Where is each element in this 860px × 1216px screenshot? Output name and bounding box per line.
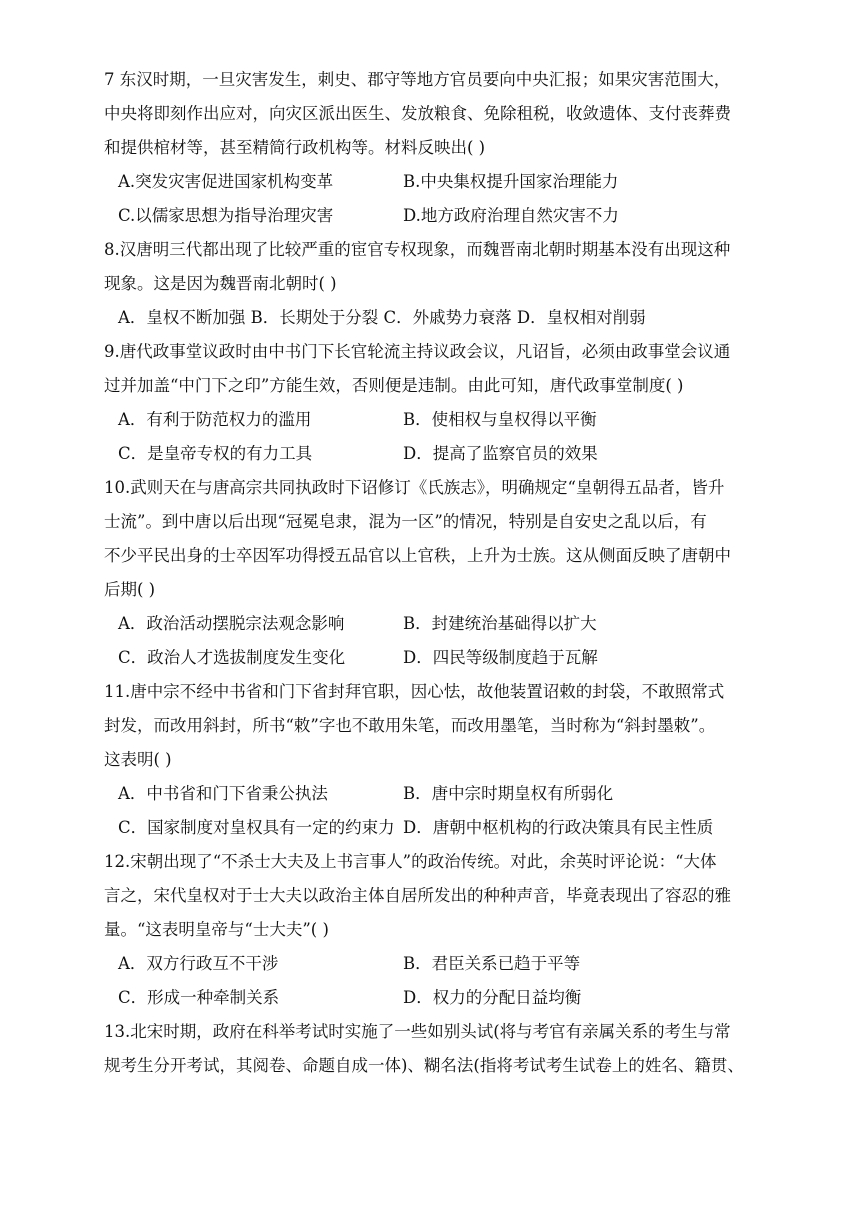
question-10-option-c: C．政治人才选拔制度发生变化 (118, 648, 346, 667)
question-10-option-d: D．四民等级制度趋于瓦解 (403, 648, 598, 667)
question-10-line-4: 后期( ) (104, 580, 156, 599)
question-13-line-1: 13.北宋时期，政府在科举考试时实施了一些如别头试(将与考官有亲属关系的考生与常 (104, 1022, 731, 1041)
question-7-option-d: D.地方政府治理自然灾害不力 (403, 206, 619, 225)
question-7-option-c: C.以儒家思想为指导治理灾害 (118, 206, 334, 225)
question-11-line-1: 11.唐中宗不经中书省和门下省封拜官职，因心怯，故他装置诏敕的封袋，不敢照常式 (104, 682, 725, 701)
question-7-line-1: 7 东汉时期，一旦灾害发生，刺史、郡守等地方官员要向中央汇报；如果灾害范围大， (104, 70, 731, 89)
question-11-line-3: 这表明( ) (104, 750, 172, 769)
question-7-line-2: 中央将即刻作出应对，向灾区派出医生、发放粮食、免除租税，收敛遗体、支付丧葬费 (104, 104, 731, 123)
question-9-option-c: C．是皇帝专权的有力工具 (118, 444, 313, 463)
question-12-line-3: 量。“这表明皇帝与“士大夫”( ) (104, 920, 329, 939)
question-12-option-a: A．双方行政互不干涉 (118, 954, 279, 973)
question-7-option-a: A.突发灾害促进国家机构变革 (118, 172, 334, 191)
question-10-line-2: 士流”。到中唐以后出现“冠冕皂隶，混为一区”的情况，特别是自安史之乱以后，有 (104, 512, 707, 531)
question-12-option-c: C．形成一种牵制关系 (118, 988, 280, 1007)
question-9-line-2: 过并加盖“中门下之印”方能生效，否则便是违制。由此可知，唐代政事堂制度( ) (104, 376, 684, 395)
question-12-option-d: D．权力的分配日益均衡 (403, 988, 582, 1007)
question-8-line-2: 现象。这是因为魏晋南北朝时( ) (104, 274, 337, 293)
question-8-options: A．皇权不断加强 B．长期处于分裂 C．外戚势力衰落 D．皇权相对削弱 (118, 308, 646, 327)
question-11-option-d: D．唐朝中枢机构的行政决策具有民主性质 (403, 818, 714, 837)
question-11-option-a: A．中书省和门下省秉公执法 (118, 784, 328, 803)
question-9-option-d: D．提高了监察官员的效果 (403, 444, 598, 463)
question-10-line-1: 10.武则天在与唐高宗共同执政时下诏修订《氏族志》，明确规定“皇朝得五品者，皆升 (104, 478, 725, 497)
question-7-line-3: 和提供棺材等，甚至精简行政机构等。材料反映出( ) (104, 138, 486, 157)
question-10-line-3: 不少平民出身的士卒因军功得授五品官以上官秩，上升为士族。这从侧面反映了唐朝中 (104, 546, 731, 565)
question-12-option-b: B．君臣关系已趋于平等 (403, 954, 581, 973)
question-7-option-b: B.中央集权提升国家治理能力 (403, 172, 619, 191)
question-11-option-c: C．国家制度对皇权具有一定的约束力 (118, 818, 395, 837)
question-12-line-2: 言之，宋代皇权对于士大夫以政治主体自居所发出的种种声音，毕竟表现出了容忍的雅 (104, 886, 731, 905)
question-11-line-2: 封发，而改用斜封，所书“敕”字也不敢用朱笔，而改用墨笔，当时称为“斜封墨敕”。 (104, 716, 716, 735)
question-10-option-b: B．封建统治基础得以扩大 (403, 614, 597, 633)
question-9-line-1: 9.唐代政事堂议政时由中书门下长官轮流主持议政会议，凡诏旨，必须由政事堂会议通 (104, 342, 731, 361)
question-8-line-1: 8.汉唐明三代都出现了比较严重的宦官专权现象，而魏晋南北朝时期基本没有出现这种 (104, 240, 731, 259)
question-13-line-2: 规考生分开考试，其阅卷、命题自成一体)、糊名法(指将考试考生试卷上的姓名、籍贯、 (104, 1056, 744, 1075)
question-10-option-a: A．政治活动摆脱宗法观念影响 (118, 614, 345, 633)
question-9-option-b: B．使相权与皇权得以平衡 (403, 410, 597, 429)
question-12-line-1: 12.宋朝出现了“不杀士大夫及上书言事人”的政治传统。对此，余英时评论说：“大体 (104, 852, 717, 871)
question-9-option-a: A．有利于防范权力的滥用 (118, 410, 312, 429)
question-11-option-b: B．唐中宗时期皇权有所弱化 (403, 784, 614, 803)
